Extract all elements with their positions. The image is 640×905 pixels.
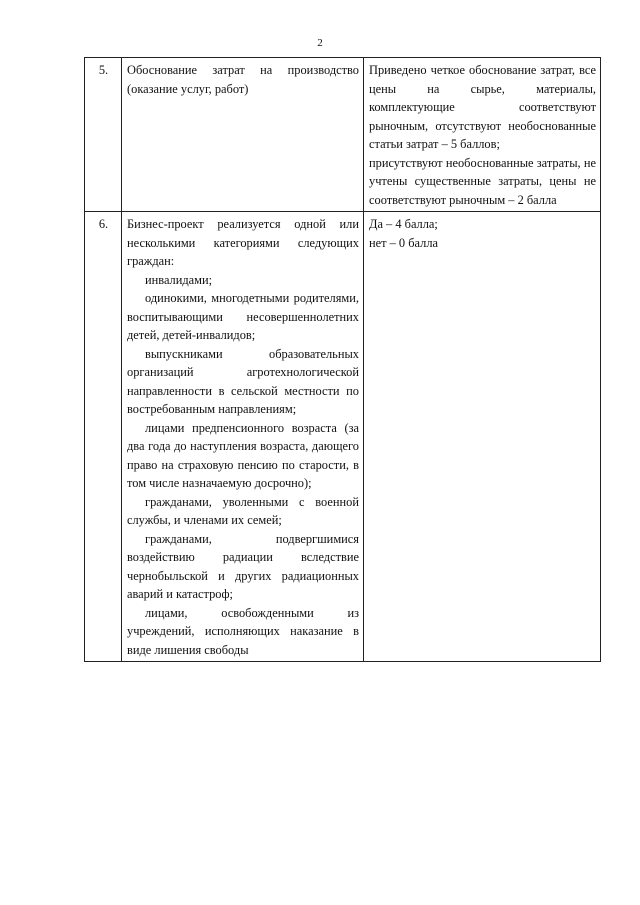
score-item: присутствуют необоснованные затраты, не учтены существенные затраты, цены не соответствуют рыночным – 2 балла: [369, 155, 596, 207]
score-item: нет – 0 балла: [369, 235, 439, 250]
category-item: лицами предпенсионного возраста (за два года до наступления возраста, дающего право на страховую пенсию по старости, в том числе назначаемую досрочно);: [127, 420, 359, 490]
criterion-score: [364, 212, 601, 662]
row-number: 6.: [85, 212, 122, 662]
category-item: лицами, освобожденными из учреждений, исполняющих наказание в виде лишения свободы: [127, 605, 359, 657]
category-item: одинокими, многодетными родителями, воспитывающими несовершеннолетних детей, детей-инвалидов;: [127, 291, 359, 342]
table-row-5: [85, 58, 601, 212]
criterion-intro: Бизнес-проект реализуется одной или несколькими категориями следующих граждан:: [127, 217, 359, 268]
category-item: гражданами, уволенными с военной службы, и членами их семей;: [127, 494, 359, 527]
criterion-name: [122, 212, 364, 662]
row-number: 5.: [85, 58, 122, 212]
table-row-6: [85, 212, 601, 662]
score-item: Да – 4 балла;: [369, 217, 438, 231]
criterion-name: Обоснование затрат на производство (оказание услуг, работ): [122, 58, 364, 212]
category-item: гражданами, подвергшимися воздействию радиации вследствие чернобыльской и других радиационных аварий и катастроф;: [127, 531, 359, 601]
criterion-score: [364, 58, 601, 212]
category-item: инвалидами;: [145, 272, 213, 287]
page-number: 2: [317, 37, 323, 49]
score-item: Приведено четкое обоснование затрат, все цены на сырье, материалы, комплектующие соответствуют рыночным, отсутствуют необоснованные статьи затрат – 5 баллов;: [369, 63, 596, 151]
criteria-table: [84, 57, 601, 662]
category-item: выпускниками образовательных организаций агротехнологической направленности в сельской местности по востребованным направлениям;: [127, 346, 359, 416]
